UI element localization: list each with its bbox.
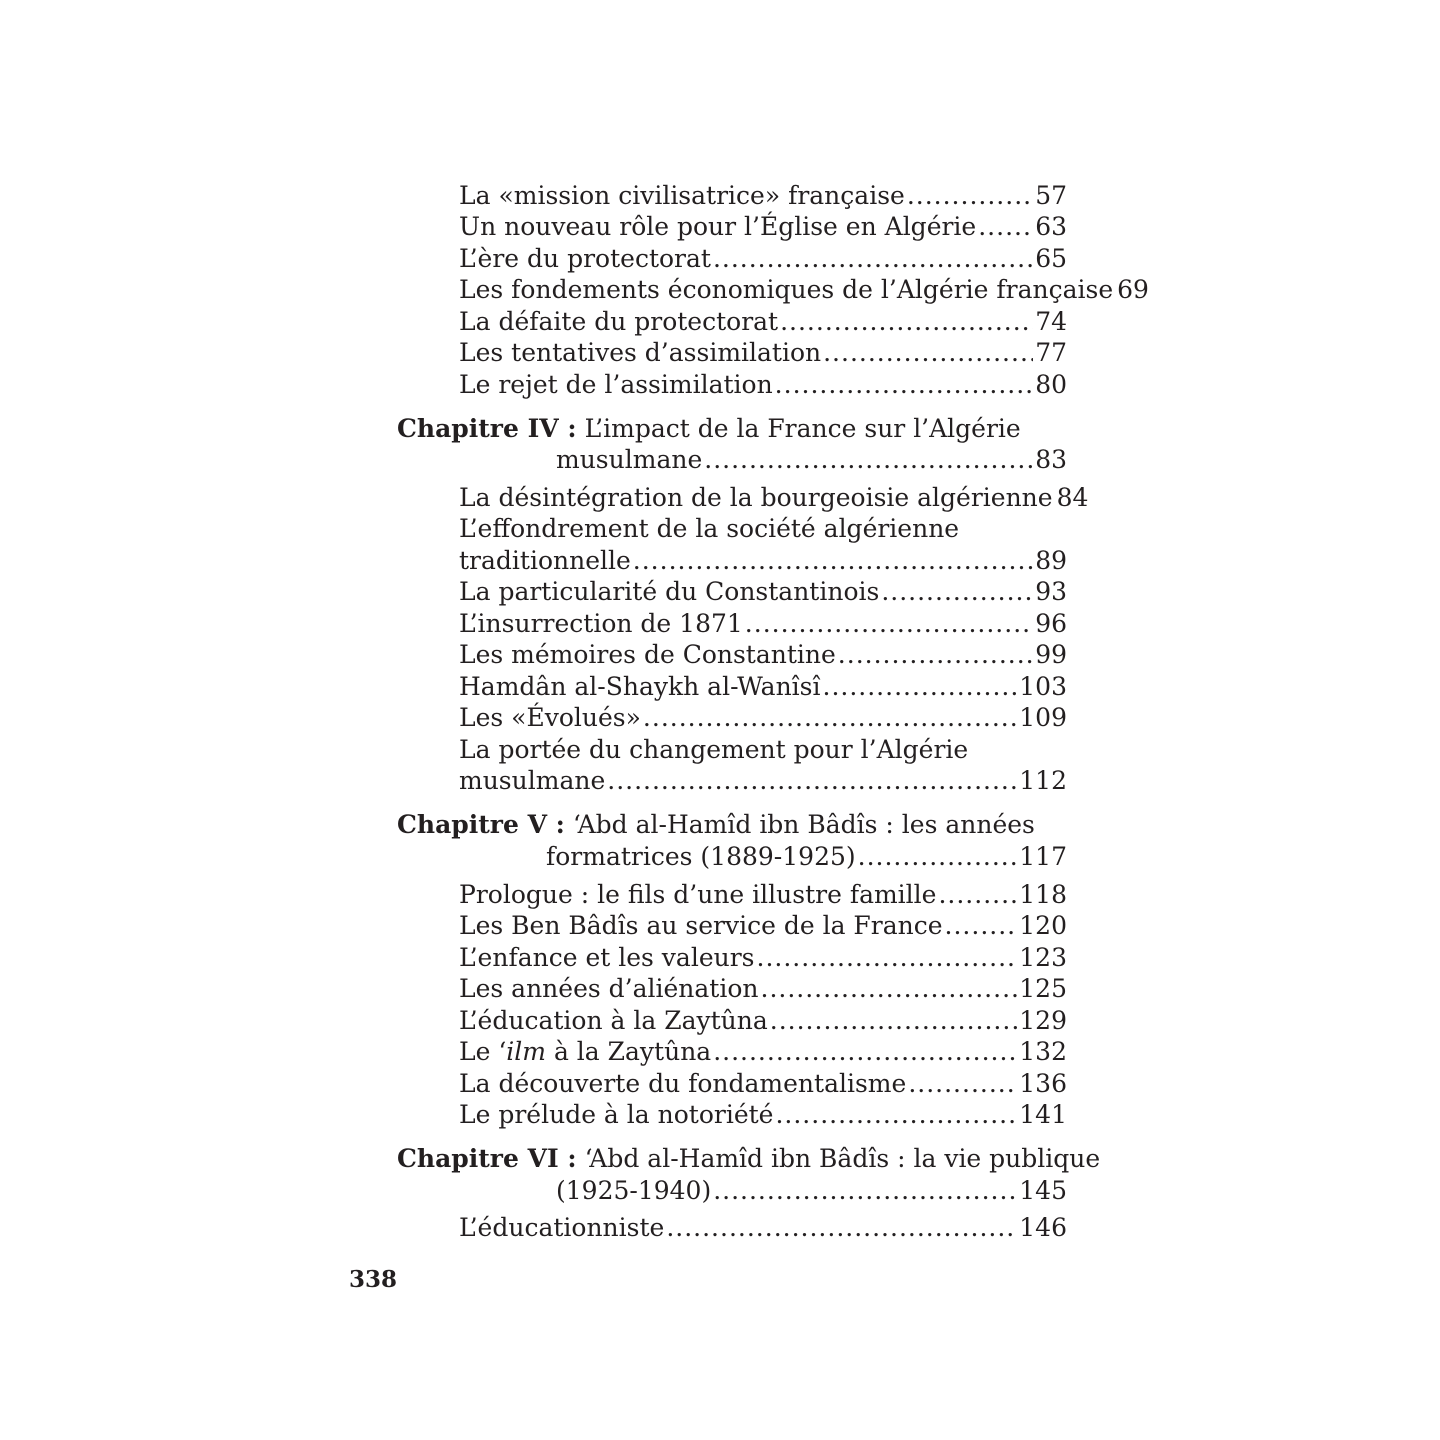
toc-entry-title: Le prélude à la notoriété: [459, 1100, 774, 1129]
toc-entry-title: Les fondements économiques de l’Algérie française: [459, 275, 1114, 304]
toc-entry-title: La portée du changement pour l’Algérie: [459, 735, 969, 764]
toc-entry: [459, 1005, 1067, 1037]
title-italic-term: ilm: [506, 1037, 546, 1066]
toc-entry: [459, 608, 1067, 640]
chapter-heading: [397, 1143, 1101, 1175]
toc-entry-page: 93: [1035, 577, 1067, 606]
chapter-title: musulmane: [556, 445, 703, 474]
toc-entry-page: 89: [1035, 546, 1067, 575]
toc-entry-page: 125: [1019, 974, 1067, 1003]
toc-entry-title: Le rejet de l’assimilation: [459, 370, 773, 399]
dot-leader: [713, 1175, 1017, 1207]
toc-entry-title: L’effondrement de la société algérienne: [459, 514, 960, 543]
toc-entry-page: 123: [1019, 943, 1067, 972]
dot-leader: [745, 608, 1033, 640]
dot-leader: [907, 180, 1033, 212]
toc-entry-first-line: [459, 513, 1067, 545]
toc-entry-title: musulmane: [459, 766, 606, 795]
toc-entry: [459, 671, 1067, 703]
toc-entry-title: La découverte du fondamentalisme: [459, 1069, 907, 1098]
toc-entry-title: La particularité du Constantinois: [459, 577, 880, 606]
toc-entry: [459, 765, 1067, 797]
toc-entry-page: 129: [1019, 1006, 1067, 1035]
toc-entry: [459, 1068, 1067, 1100]
chapter-label: Chapitre V :: [397, 810, 565, 839]
toc-entry: [459, 639, 1067, 671]
toc-entry: [459, 243, 1067, 275]
toc-entry-title: [459, 1036, 711, 1068]
toc-entry-page: 80: [1035, 370, 1067, 399]
dot-leader: [780, 306, 1033, 338]
toc-entry: [459, 306, 1067, 338]
chapter-title: (1925-1940): [556, 1176, 712, 1205]
toc-entry-page: 118: [1019, 880, 1067, 909]
toc-entry-title: L’éducation à la Zaytûna: [459, 1006, 768, 1035]
chapter-page: 145: [1019, 1176, 1067, 1205]
chapter-title: formatrices (1889-1925): [546, 842, 856, 871]
chapter-title: L’impact de la France sur l’Algérie: [584, 414, 1021, 443]
toc-entry: [459, 576, 1067, 608]
toc-entry-title: L’insurrection de 1871: [459, 609, 743, 638]
dot-leader: [858, 841, 1018, 873]
toc-entry: [459, 211, 1067, 243]
toc-entry: [459, 545, 1067, 577]
toc-entry-title: Les Ben Bâdîs au service de la France: [459, 911, 943, 940]
dot-leader: [775, 369, 1034, 401]
dot-leader: [713, 243, 1033, 275]
toc-entry: [459, 1036, 1067, 1068]
toc-entry-page: 77: [1035, 338, 1067, 367]
toc-entry-page: 57: [1035, 181, 1067, 210]
chapter-title: ‘Abd al-Hamîd ibn Bâdîs : la vie publique: [584, 1144, 1101, 1173]
toc-entry: [459, 910, 1067, 942]
dot-leader: [770, 1005, 1018, 1037]
dot-leader: [823, 337, 1033, 369]
toc-entry-page: 69: [1117, 275, 1149, 304]
toc-entry-page: 146: [1019, 1213, 1067, 1242]
page-number: 338: [349, 1266, 398, 1293]
dot-leader: [713, 1036, 1017, 1068]
toc-entry: [459, 180, 1067, 212]
dot-leader: [775, 1099, 1017, 1131]
dot-leader: [823, 671, 1018, 703]
toc-entry-title: La défaite du protectorat: [459, 307, 779, 336]
toc-entry-page: 65: [1035, 244, 1067, 273]
toc-entry-title: Prologue : le fils d’une illustre famille: [459, 880, 937, 909]
dot-leader: [633, 545, 1033, 577]
toc-entry: [459, 942, 1067, 974]
toc-entry-page: 103: [1019, 672, 1067, 701]
chapter-heading: [397, 809, 1067, 841]
toc-entry-title: Les années d’aliénation: [459, 974, 759, 1003]
chapter-heading-continuation: [546, 841, 1067, 873]
dot-leader: [938, 879, 1017, 911]
dot-leader: [761, 973, 1018, 1005]
chapter-page: 83: [1035, 445, 1067, 474]
toc-entry-title: L’ère du protectorat: [459, 244, 711, 273]
toc-entry-page: 84: [1056, 483, 1089, 512]
toc-entry-title: L’enfance et les valeurs: [459, 943, 755, 972]
title-suffix: à la Zaytûna: [546, 1037, 712, 1066]
toc-entry: [459, 369, 1067, 401]
dot-leader: [704, 444, 1033, 476]
toc-entry-page: 74: [1035, 307, 1067, 336]
toc-entry-title: Les «Évolués»: [459, 703, 641, 732]
chapter-page: 117: [1019, 842, 1067, 871]
toc-entry-title: Hamdân al-Shaykh al-Wanîsî: [459, 672, 821, 701]
toc-entry-title: Un nouveau rôle pour l’Église en Algérie: [459, 212, 977, 241]
toc-entry-title: Les mémoires de Constantine: [459, 640, 836, 669]
toc-entry-page: 109: [1019, 703, 1067, 732]
dot-leader: [881, 576, 1033, 608]
toc-entry: [459, 482, 1089, 514]
dot-leader: [643, 702, 1017, 734]
toc-entry: [459, 337, 1067, 369]
dot-leader: [757, 942, 1018, 974]
toc-entry-page: 132: [1019, 1037, 1067, 1066]
chapter-title: ‘Abd al-Hamîd ibn Bâdîs : les années: [572, 810, 1035, 839]
dot-leader: [908, 1068, 1017, 1100]
toc-entry-page: 99: [1035, 640, 1067, 669]
toc-entry: [459, 274, 1149, 306]
toc-entry-page: 112: [1019, 766, 1067, 795]
toc-entry: [459, 1099, 1067, 1131]
chapter-label: Chapitre IV :: [397, 414, 577, 443]
dot-leader: [945, 910, 1018, 942]
toc-entry-title: L’éducationniste: [459, 1213, 665, 1242]
dot-leader: [838, 639, 1033, 671]
chapter-heading: [397, 413, 1067, 445]
toc-entry-page: 136: [1019, 1069, 1067, 1098]
toc-entry: [459, 1212, 1067, 1244]
toc-entry: [459, 973, 1067, 1005]
toc-entry: [459, 702, 1067, 734]
toc-entry-page: 96: [1035, 609, 1067, 638]
toc-entry-title: traditionnelle: [459, 546, 631, 575]
toc-entry-title: La «mission civilisatrice» française: [459, 181, 905, 210]
toc-entry-first-line: [459, 734, 1067, 766]
chapter-label: Chapitre VI :: [397, 1144, 577, 1173]
toc-entry-title: La désintégration de la bourgeoisie algérienne: [459, 483, 1053, 512]
dot-leader: [978, 211, 1033, 243]
toc-entry-page: 120: [1019, 911, 1067, 940]
dot-leader: [666, 1212, 1017, 1244]
title-prefix: Le ‘: [459, 1037, 507, 1066]
toc-entry-page: 141: [1019, 1100, 1067, 1129]
chapter-heading-continuation: [556, 1175, 1067, 1207]
dot-leader: [607, 765, 1017, 797]
toc-entry-title: Les tentatives d’assimilation: [459, 338, 822, 367]
chapter-heading-continuation: [556, 444, 1067, 476]
toc-entry-page: 63: [1035, 212, 1067, 241]
toc-entry: [459, 879, 1067, 911]
